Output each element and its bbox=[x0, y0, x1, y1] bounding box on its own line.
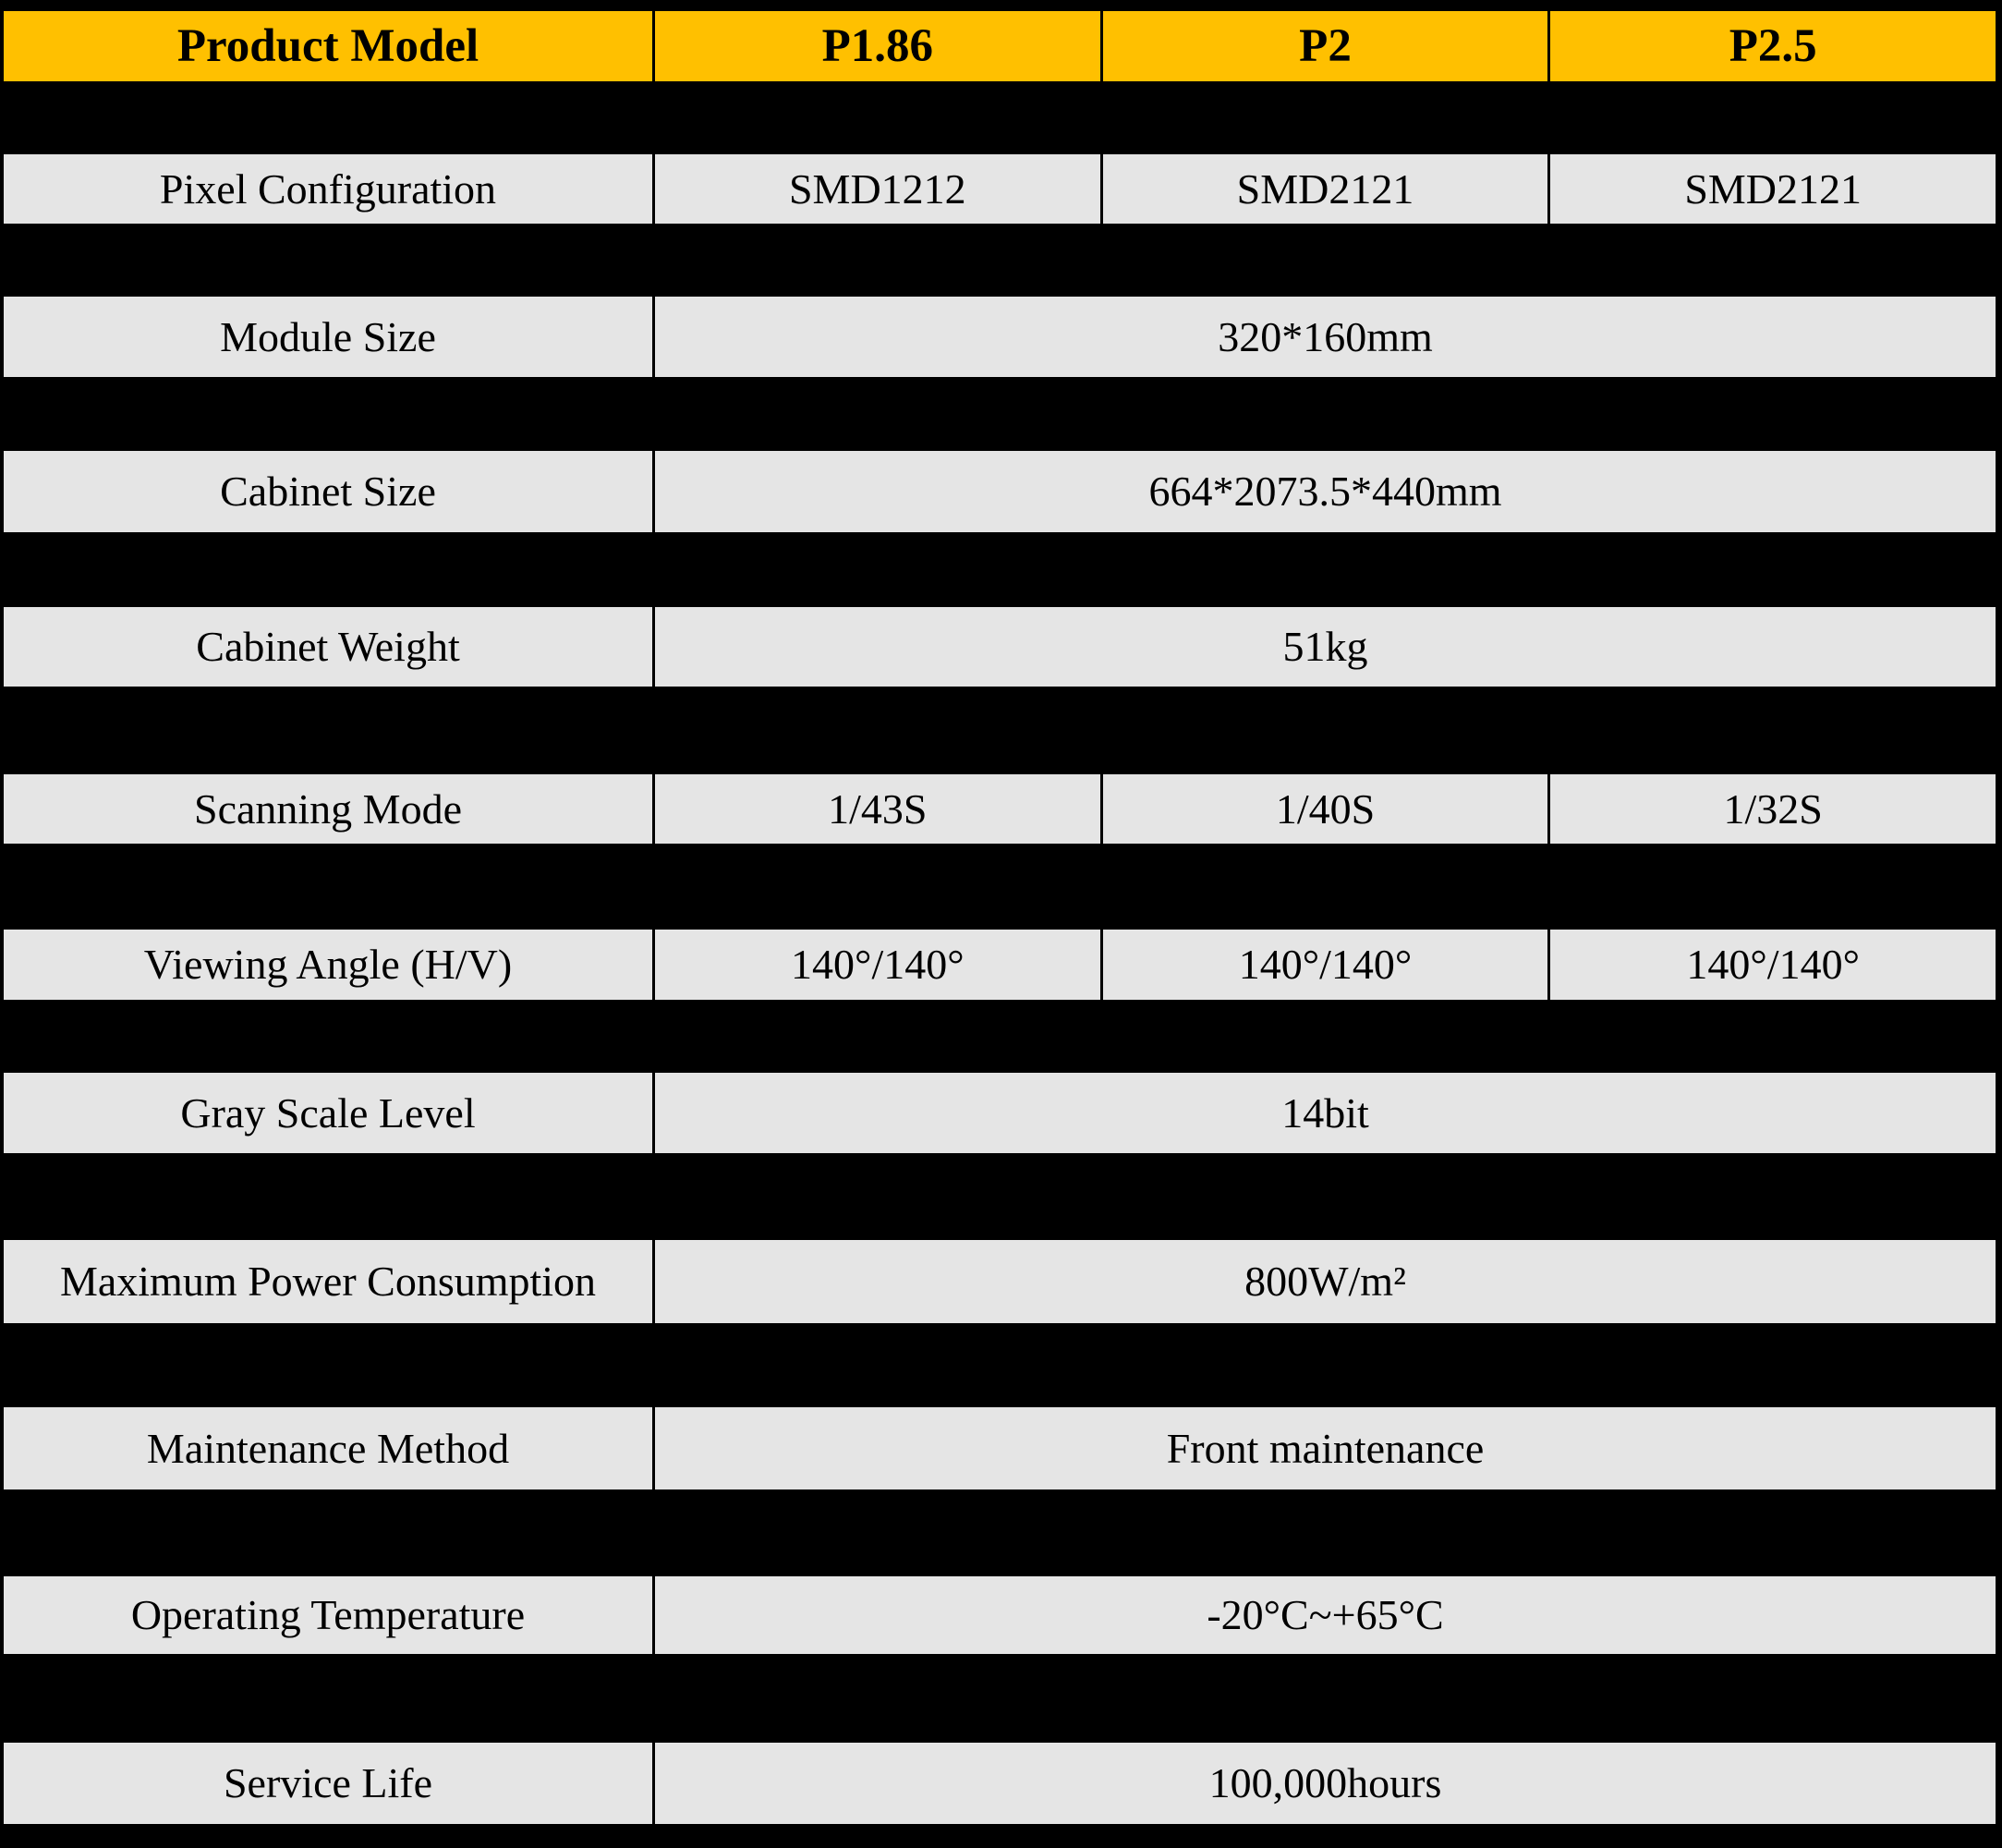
row-label: Operating Temperature bbox=[4, 1576, 652, 1654]
table-row-module-size bbox=[4, 297, 1996, 377]
table-row-gray-scale-level bbox=[4, 1073, 1996, 1153]
row-value: SMD2121 bbox=[1100, 154, 1548, 224]
row-value: 140°/140° bbox=[1100, 930, 1548, 1000]
table-row-pixel-configuration bbox=[4, 154, 1996, 224]
table-row-cabinet-size bbox=[4, 451, 1996, 532]
row-value: SMD2121 bbox=[1547, 154, 1996, 224]
row-value: 140°/140° bbox=[652, 930, 1100, 1000]
row-label: Maximum Power Consumption bbox=[4, 1240, 652, 1323]
row-label: Gray Scale Level bbox=[4, 1073, 652, 1153]
table-row-scanning-mode bbox=[4, 774, 1996, 844]
table-header-row bbox=[4, 11, 1996, 81]
row-label: Cabinet Weight bbox=[4, 607, 652, 687]
row-value: 140°/140° bbox=[1547, 930, 1996, 1000]
table-row-service-life bbox=[4, 1743, 1996, 1824]
row-label: Viewing Angle (H/V) bbox=[4, 930, 652, 1000]
row-value: 1/40S bbox=[1100, 774, 1548, 844]
header-cell-product-model: Product Model bbox=[4, 11, 652, 81]
row-value: SMD1212 bbox=[652, 154, 1100, 224]
row-label: Cabinet Size bbox=[4, 451, 652, 532]
row-label: Module Size bbox=[4, 297, 652, 377]
header-cell-p1-86: P1.86 bbox=[652, 11, 1100, 81]
product-spec-table bbox=[0, 11, 2002, 1848]
row-label: Maintenance Method bbox=[4, 1407, 652, 1489]
header-cell-p2-5: P2.5 bbox=[1547, 11, 1996, 81]
table-row-cabinet-weight bbox=[4, 607, 1996, 687]
table-row-operating-temperature bbox=[4, 1576, 1996, 1654]
header-cell-p2: P2 bbox=[1100, 11, 1548, 81]
row-value-merged: -20°C~+65°C bbox=[652, 1576, 1996, 1654]
table-row-maintenance-method bbox=[4, 1407, 1996, 1489]
table-row-viewing-angle bbox=[4, 930, 1996, 1000]
row-value-merged: 14bit bbox=[652, 1073, 1996, 1153]
table-row-maximum-power-consumption bbox=[4, 1240, 1996, 1323]
row-value: 1/43S bbox=[652, 774, 1100, 844]
row-label: Pixel Configuration bbox=[4, 154, 652, 224]
row-value: 1/32S bbox=[1547, 774, 1996, 844]
row-label: Scanning Mode bbox=[4, 774, 652, 844]
row-value-merged: 664*2073.5*440mm bbox=[652, 451, 1996, 532]
row-value-merged: 100,000hours bbox=[652, 1743, 1996, 1824]
row-value-merged: 51kg bbox=[652, 607, 1996, 687]
row-value-merged: Front maintenance bbox=[652, 1407, 1996, 1489]
row-value-merged: 320*160mm bbox=[652, 297, 1996, 377]
row-label: Service Life bbox=[4, 1743, 652, 1824]
row-value-merged: 800W/m² bbox=[652, 1240, 1996, 1323]
